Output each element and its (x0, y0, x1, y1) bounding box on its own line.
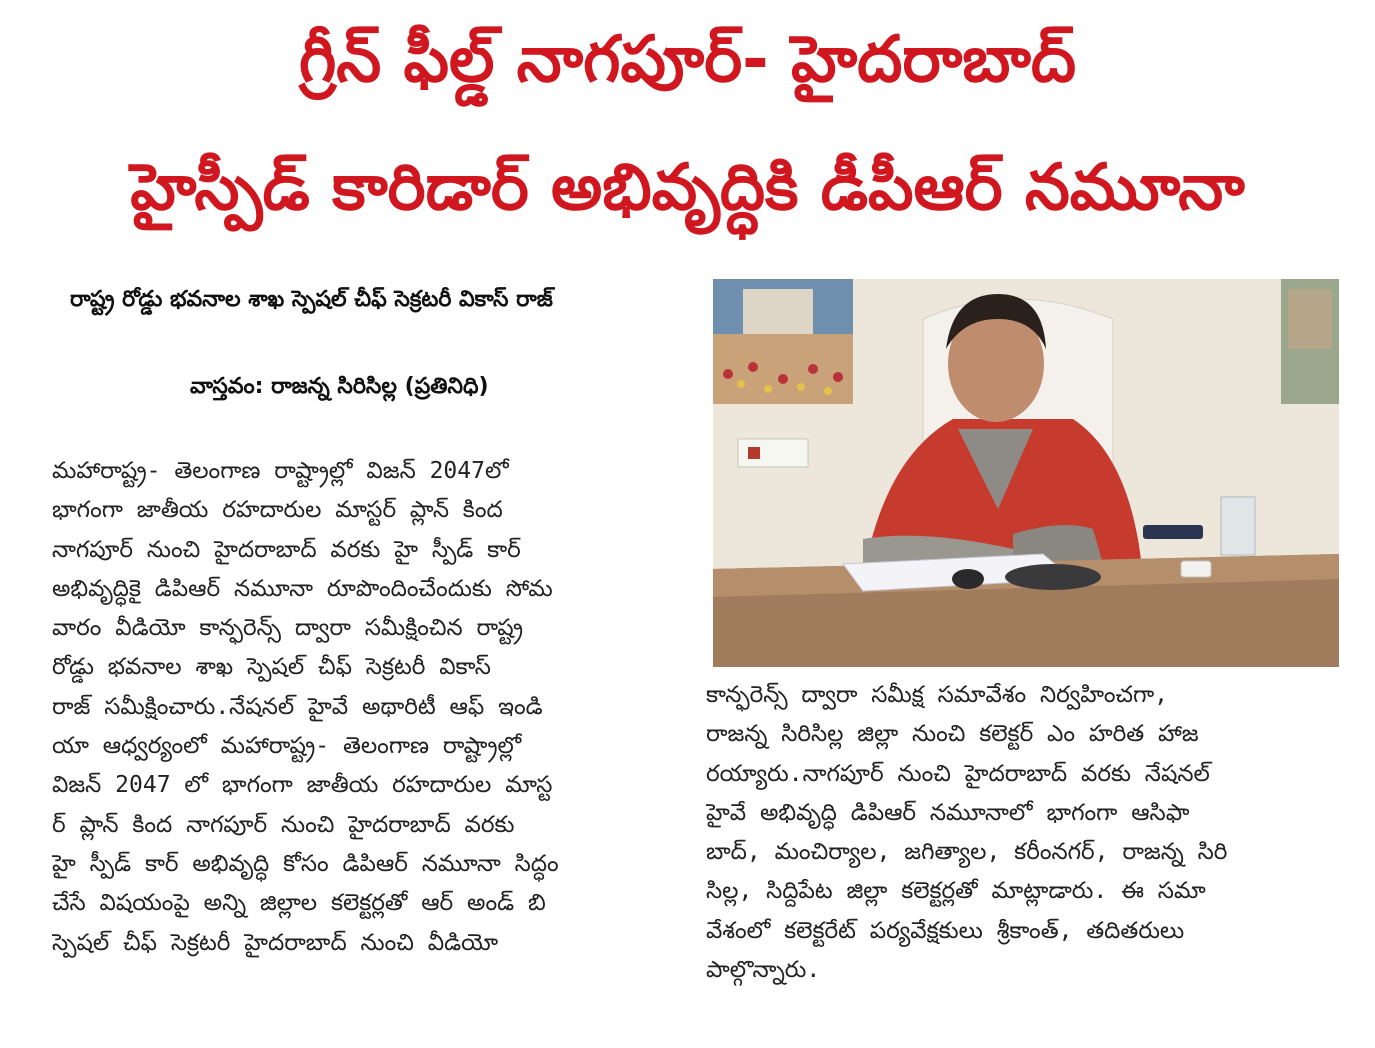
body-line: కాన్ఫరెన్స్ ద్వారా సమీక్ష సమావేశం నిర్వహించగా, (706, 682, 1168, 708)
body-line: హై స్పీడ్ కార్ అభివృద్ధి కోసం డిపిఆర్ నమూనా సిద్ధం (52, 850, 559, 877)
headline-line-1: గ్రీన్ ఫీల్డ్ నాగపూర్- హైదరాబాద్ (298, 23, 1077, 97)
body-line: రాజ్ సమీక్షించారు.నేషనల్ హైవే అథారిటీ ఆఫ్ ఇండి (52, 693, 543, 720)
body-line: చేసే విషయంపై అన్ని జిల్లాల కలెక్టర్లతో ఆర్ అండ్ బి (52, 890, 546, 917)
body-line: వారం వీడియో కాన్ఫరెన్స్ ద్వారా సమీక్షించిన రాష్ట్ర (52, 615, 524, 642)
body-line: రోడ్డు భవనాల శాఖ స్పెషల్ చీఫ్ సెక్రటరీ వికాస్ (52, 654, 491, 681)
article-body-right-column (706, 676, 1346, 990)
body-line: యా ఆధ్వర్యంలో మహారాష్ట్ర- తెలంగాణ రాష్ట్రాల్లో (52, 733, 522, 760)
body-line: స్పెషల్ చీఫ్ సెక్రటరీ హైదరాబాద్ నుంచి వీడియో (52, 929, 499, 956)
body-line: ర్ ప్లాన్ కింద నాగపూర్ నుంచి హైదరాబాద్ వరకు (52, 811, 515, 838)
headline-line-2: హైస్పీడ్ కారిడార్ అభివృద్ధికి డీపీఆర్ నమూనా (130, 151, 1245, 225)
byline-official: రాష్ట్ర రోడ్డు భవనాల శాఖ స్పెషల్ చీఫ్ సెక్రటరీ వికాస్ రాజ్ (70, 287, 553, 312)
body-line: హైవే అభివృద్ధి డిపిఆర్ నమూనాలో భాగంగా ఆసిఫా (706, 799, 1190, 826)
body-line: నాగపూర్ నుంచి హైదరాబాద్ వరకు హై స్పీడ్ కార్ (52, 536, 521, 563)
body-line: మహారాష్ట్ర- తెలంగాణ రాష్ట్రాల్లో విజన్ 2047లో (52, 458, 509, 484)
body-line: భాగంగా జాతీయ రహదారుల మాస్టర్ ప్లాన్ కింద (52, 497, 503, 524)
body-line: పాల్గొన్నారు. (706, 957, 821, 984)
body-line: బాద్, మంచిర్యాల, జగిత్యాల, కరీంనగర్, రాజన్న సిరి (706, 839, 1228, 866)
body-line: సిల్ల, సిద్దిపేట జిల్లా కలెక్టర్లతో మాట్లాడారు. ఈ సమా (706, 878, 1206, 905)
dateline: వాస్తవం: రాజన్న సిరిసిల్ల (ప్రతినిధి) (190, 374, 489, 399)
body-line: విజన్ 2047 లో భాగంగా జాతీయ రహదారుల మాస్ట (52, 772, 553, 799)
body-line: వేశంలో కలెక్టరేట్ పర్యవేక్షకులు శ్రీకాంత్, తదితరులు (706, 917, 1185, 944)
article-body-left-column (52, 452, 692, 963)
body-line: రయ్యారు.నాగపూర్ నుంచి హైదరాబాద్ వరకు నేషనల్ (706, 760, 1210, 787)
body-line: అభివృద్ధికై డిపిఆర్ నమూనా రూపొందించేందుకు సోమ (52, 575, 553, 602)
body-line: రాజన్న సిరిసిల్ల జిల్లా నుంచి కలెక్టర్ ఎం హరిత హాజ (706, 721, 1199, 748)
official-at-desk-photo (713, 279, 1339, 667)
